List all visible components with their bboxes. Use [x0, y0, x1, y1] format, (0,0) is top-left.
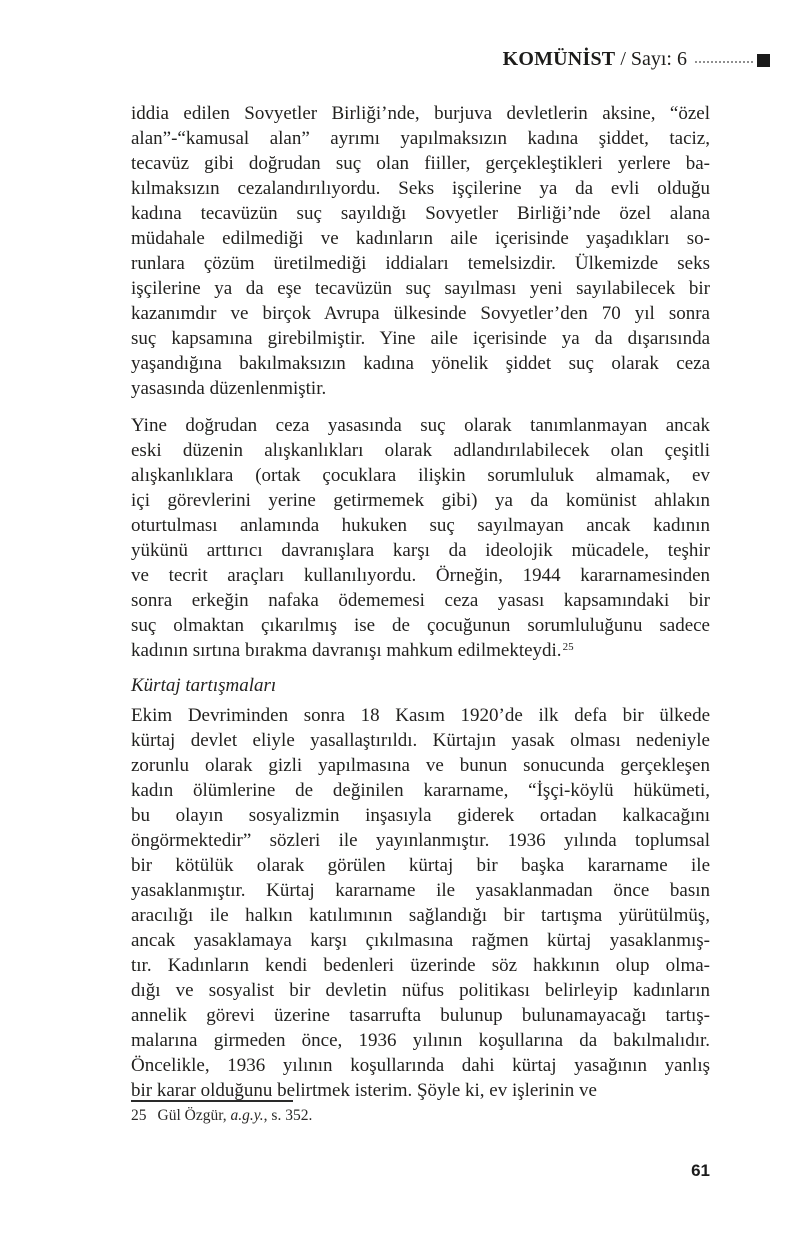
text-line: iddia edilen Sovyetler Birliği’nde, burjuva devletlerin aksine, “özel [131, 103, 710, 124]
text-line: içi görevlerini yerine getirmemek gibi) ya da komünist ahlakın [131, 490, 710, 511]
text-line: kılmaksızın cezalandırılıyordu. Seks işçilerine ya da evli olduğu [131, 178, 710, 199]
header-separator: / [620, 48, 626, 70]
text-line: kadın ölümlerine de değinilen kararname, “İşçi-köylü hükümeti, [131, 780, 710, 801]
text-line: bir kötülük olarak görülen kürtaj bir başka kararname ile [131, 855, 710, 876]
journal-title: KOMÜNİST [502, 48, 616, 70]
text-line: öngörmektedir” sözleri ile yayınlanmıştır. 1936 yılında toplumsal [131, 830, 710, 851]
text-line: ve tecrit araçları kullanılıyordu. Örneğin, 1944 kararnamesinden [131, 565, 710, 586]
square-marker-icon [757, 54, 770, 67]
text-line: alışkanlıklara (ortak çocuklara ilişkin sorumluluk almamak, ev [131, 465, 710, 486]
paragraph [131, 703, 710, 1103]
text-line: ancak yasaklamaya karşı çıkılmasına rağmen kürtaj yasaklanmış- [131, 930, 710, 951]
footnote-number: 25 [131, 1107, 147, 1124]
text-line: dığı ve sosyalist bir devletin nüfus politikası belirleyip kadınların [131, 980, 710, 1001]
text-line: aracılığı ile halkın katılımının sağlandığı bir tartışma yürütülmüş, [131, 905, 710, 926]
text-line: kadına tecavüzün suç sayıldığı Sovyetler Birliği’nde özel alana [131, 203, 710, 224]
issue-label: Sayı: 6 [630, 48, 687, 70]
text-line: Ekim Devriminden sonra 18 Kasım 1920’de ilk defa bir ülkede [131, 705, 710, 726]
text-line: suç kapsamına girebilmiştir. Yine aile içerisinde ya da dışarısında [131, 328, 710, 349]
text-line: kadının sırtına bırakma davranışı mahkum edilmekteydi.$^{25}$ [131, 640, 574, 661]
text-line: malarına girmeden önce, 1936 yılının koşullarına da bakılmalıdır. [131, 1030, 710, 1051]
text-line: bir karar olduğunu belirtmek isterim. Şöyle ki, ev işlerinin ve [131, 1080, 597, 1101]
text-line: Öncelikle, 1936 yılının koşullarında dahi kürtaj yasağının yanlış [131, 1055, 710, 1076]
text-line: bu olayın sosyalizmin inşasıyla giderek ortadan kalkacağını [131, 805, 710, 826]
text-line: runlara çözüm üretilmediği iddiaları temelsizdir. Ülkemizde seks [131, 253, 710, 274]
paragraph [131, 413, 710, 663]
text-line: annelik görevi üzerine tasarrufta bulunup bulunamayacağı tartış- [131, 1005, 710, 1026]
page-number: 61 [691, 1161, 710, 1180]
footnote-suffix: , s. 352. [263, 1107, 313, 1124]
text-line: kürtaj devlet eliyle yasallaştırıldı. Kürtajın yasak olması nedeniyle [131, 730, 710, 751]
text-line: suç olmaktan çıkarılmış ise de çocuğunun sorumluluğunu sadece [131, 615, 710, 636]
text-line: kazanımdır ve birçok Avrupa ülkesinde Sovyetler’den 70 yıl sonra [131, 303, 710, 324]
text-line: oturtulması anlamında hukuken suç sayılmayan ancak kadının [131, 515, 710, 536]
text-line: tır. Kadınların kendi bedenleri üzerinde söz hakkının olup olma- [131, 955, 710, 976]
text-line: yasaklanmıştır. Kürtaj kararname ile yasaklanmadan önce basın [131, 880, 710, 901]
text-line: müdahale edilmediği ve kadınların aile içerisinde yaşadıkları so- [131, 228, 710, 249]
text-line: işçilerine ya da eşe tecavüzün suç sayılması yeni sayılabilecek bir [131, 278, 710, 299]
text-line: yasasında düzenlenmiştir. [131, 378, 327, 399]
footnote-ref: 25 [562, 641, 574, 653]
text-line: yaşandığına bakılmaksızın kadına yönelik şiddet suç olarak ceza [131, 353, 710, 374]
text-line: sonra erkeğin nafaka ödememesi ceza yasası kapsamındaki bir [131, 590, 710, 611]
dotted-leader-line [695, 61, 753, 63]
text-line: yükünü arttırıcı davranışlara karşı da ideolojik mücadele, teşhir [131, 540, 710, 561]
paragraph [131, 101, 710, 401]
page-header [503, 48, 770, 71]
text-line: eski düzenin alışkanlıkları olarak adlandırılabilecek olan çeşitli [131, 440, 710, 461]
page-body [131, 101, 710, 1103]
footnote-author: Gül Özgür, [157, 1107, 231, 1124]
text-line: Yine doğrudan ceza yasasında suç olarak tanımlanmayan ancak [131, 415, 710, 436]
section-heading: Kürtaj tartışmaları [131, 675, 277, 696]
footnote-area [131, 1100, 710, 1125]
footnote-abbrev: a.g.y. [230, 1107, 264, 1124]
text-line: alan”-“kamusal alan” ayrımı yapılmaksızın kadına şiddet, taciz, [131, 128, 710, 149]
footnote [131, 1107, 710, 1125]
text-line: tecavüz gibi doğrudan suç olan fiiller, gerçekleştikleri yerlere ba- [131, 153, 710, 174]
footnote-rule [131, 1100, 293, 1102]
text-line: zorunlu olarak gizli yapılmasına ve bunun sonucunda gerçekleşen [131, 755, 710, 776]
